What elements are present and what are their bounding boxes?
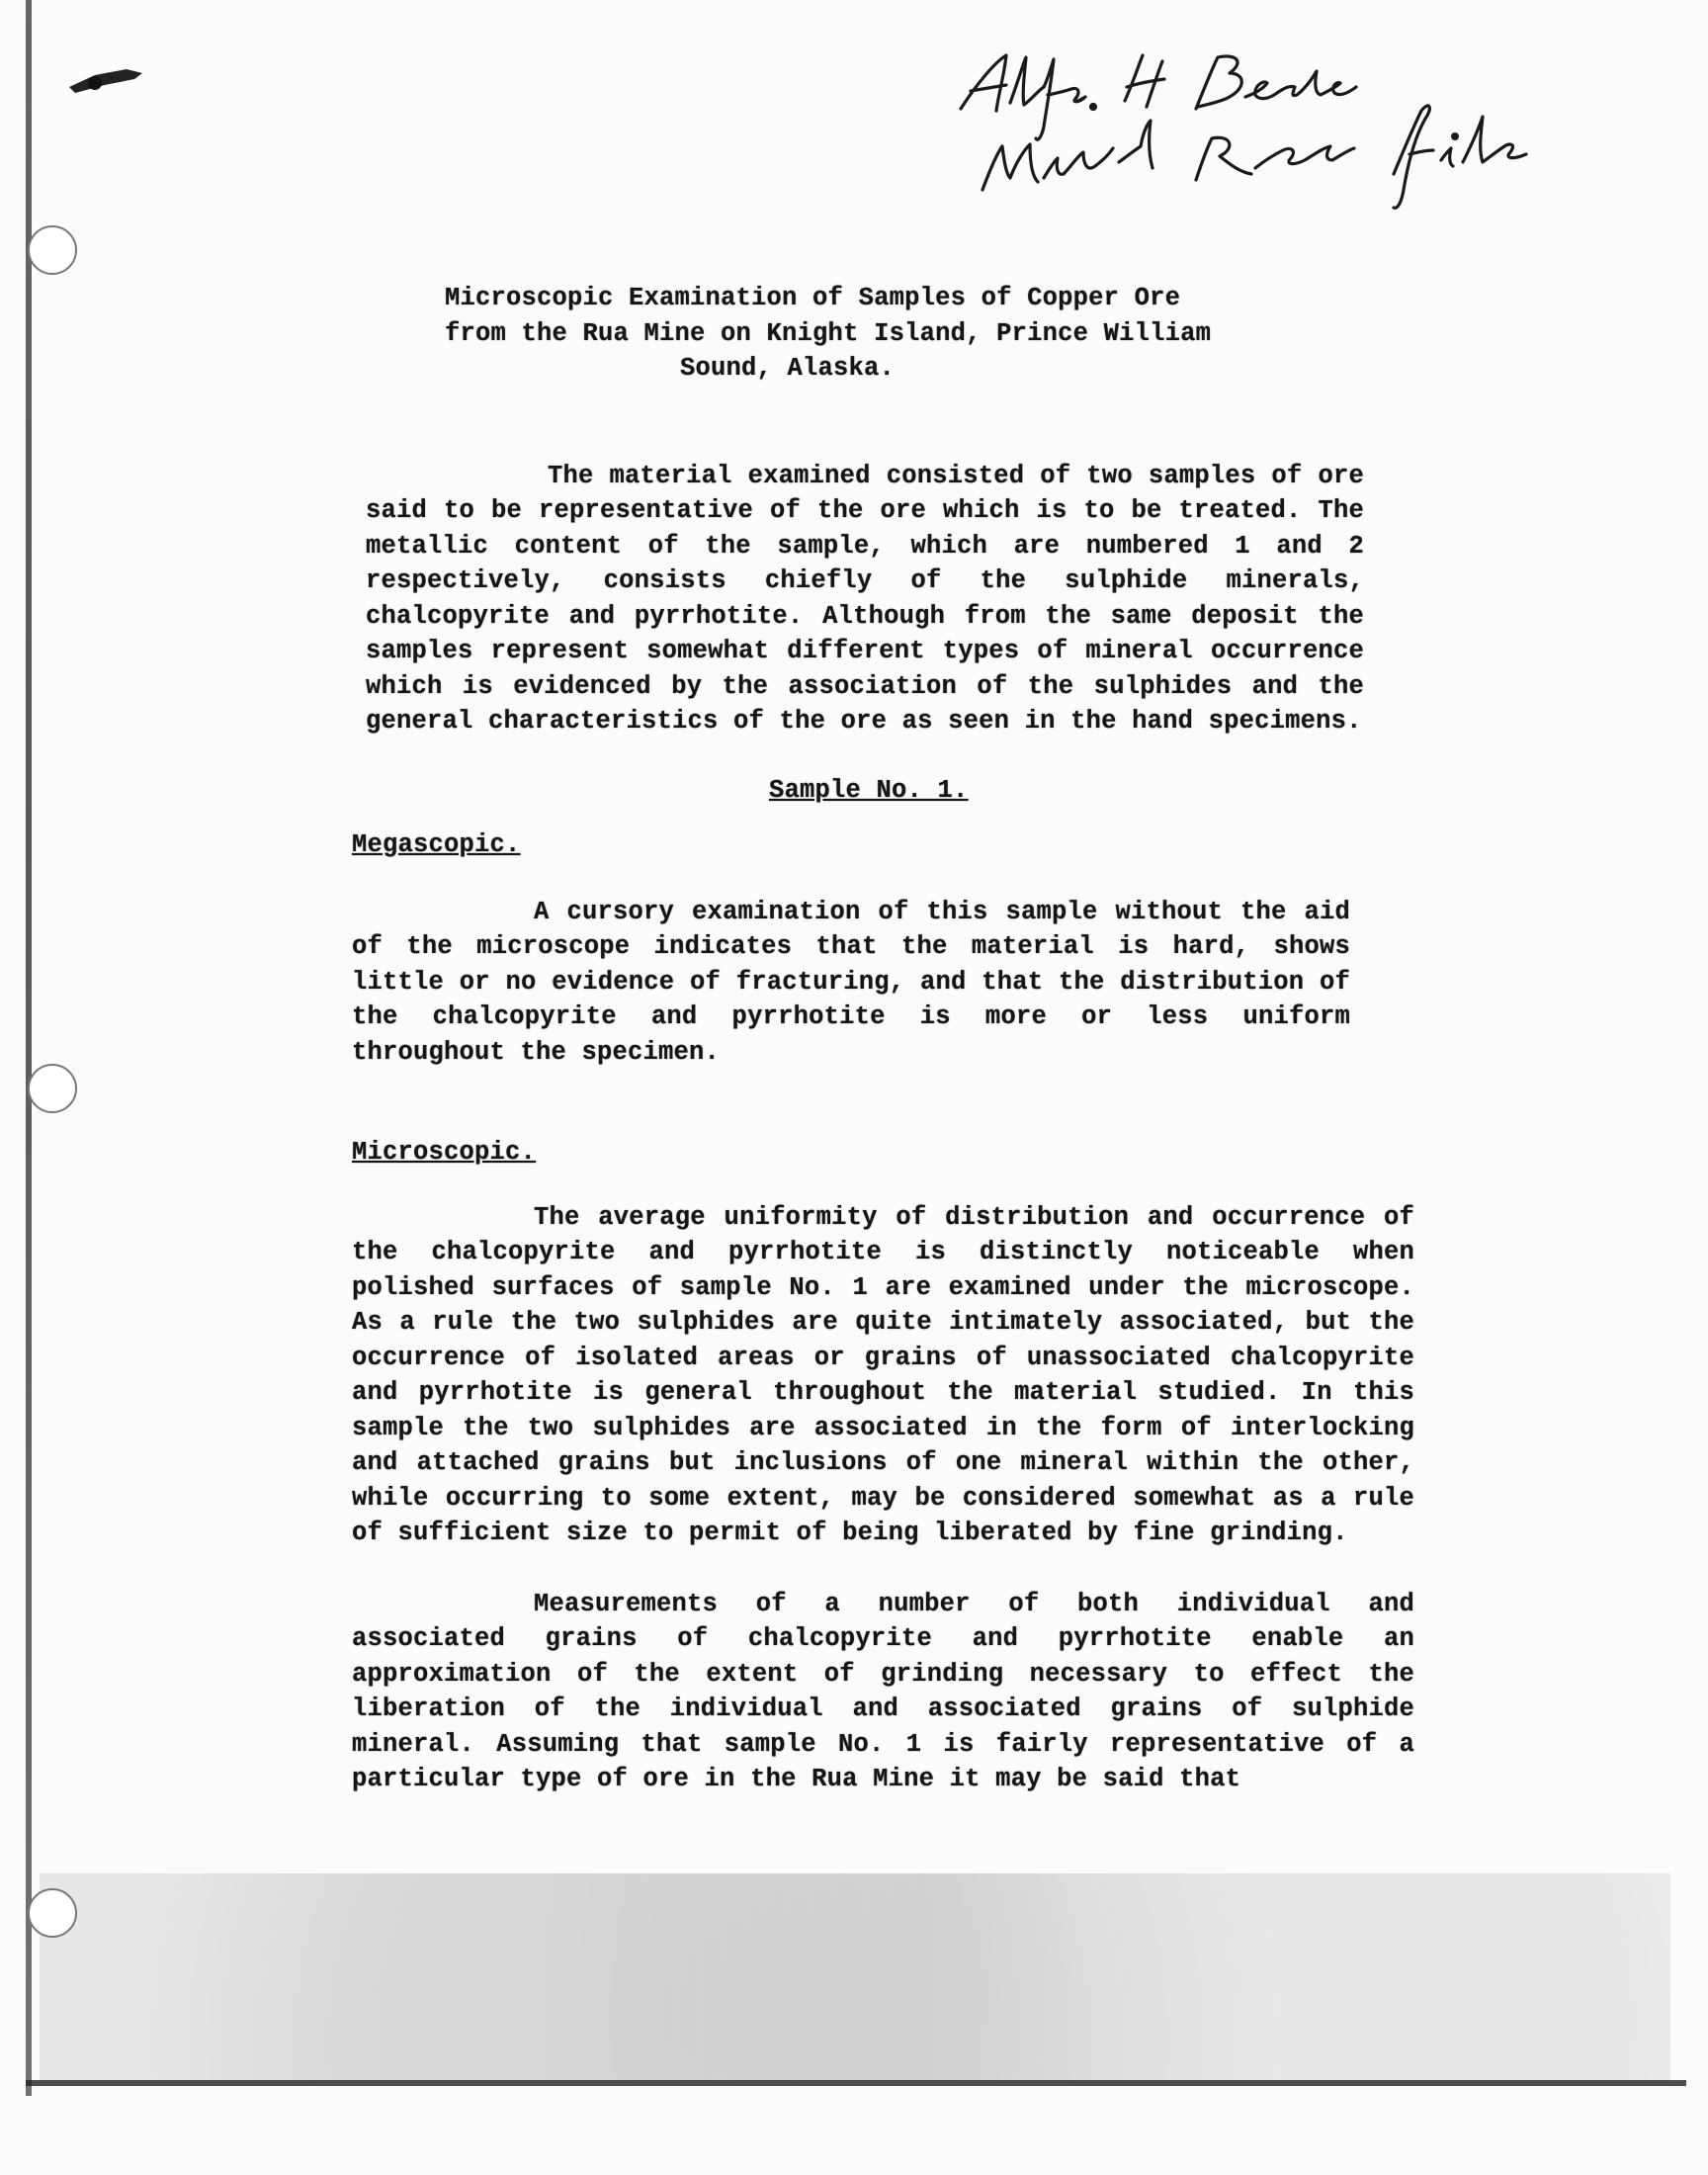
title-line-3: Sound, Alaska. (680, 354, 896, 383)
document-body (352, 281, 1429, 1797)
scan-noise (40, 1873, 1670, 2081)
microscopic-heading: Microscopic. (352, 1138, 537, 1167)
title-line-2: from the Rua Mine on Knight Island, Prince William (445, 318, 1212, 348)
scan-edge-left (26, 0, 32, 2096)
ink-blot-mark (65, 65, 146, 95)
punch-hole-top (28, 225, 77, 275)
megascopic-heading: Megascopic. (352, 830, 521, 859)
handwritten-signature (949, 51, 1562, 219)
document-title (445, 281, 1315, 387)
punch-hole-middle (28, 1064, 77, 1113)
megascopic-paragraph: A cursory examination of this sample without the aid of the microscope indicates that the material is hard, shows little or no evidence of fracturing, and that the distribution of the chalcopyrite and pyrrhotite is more or less uniform throughout the specimen. (352, 897, 1350, 1067)
microscopic-paragraph-2: Measurements of a number of both individual and associated grains of chalcopyrite and pyrrhotite enable an approximation of the extent of grinding necessary to effect the liberation of the individual and associated grains of sulphide mineral. Assuming that sample No. 1 is fairly representative of a particular type of ore in the Rua Mine it may be said that (352, 1589, 1414, 1793)
intro-paragraph: The material examined consisted of two samples of ore said to be representative of the ore which is to be treated. The metallic content of the sample, which are numbered 1 and 2 respectively, consists chiefly of the sulphide minerals, chalcopyrite and pyrrhotite. Although from the same deposit the samples represent somewhat different types of mineral occurrence which is evidenced by the association of the sulphides and the general characteristics of the ore as seen in the hand specimens. (366, 461, 1364, 736)
microscopic-paragraph-1: The average uniformity of distribution and occurrence of the chalcopyrite and pyrrhotite is distinctly noticeable when polished surfaces of sample No. 1 are examined under the microscope. As a rule the two sulphides are quite intimately associated, but the occurrence of isolated areas or grains of unassociated chalcopyrite and pyrrhotite is general throughout the material studied. In this sample the two sulphides are associated in the form of interlocking and attached grains but inclusions of one mineral within the other, while occurring to some extent, may be considered somewhat as a rule of sufficient size to permit of being liberated by fine grinding. (352, 1202, 1414, 1547)
punch-hole-bottom (28, 1888, 77, 1938)
title-line-1: Microscopic Examination of Samples of Copper Ore (445, 284, 1181, 312)
sample-heading: Sample No. 1. (769, 775, 969, 805)
